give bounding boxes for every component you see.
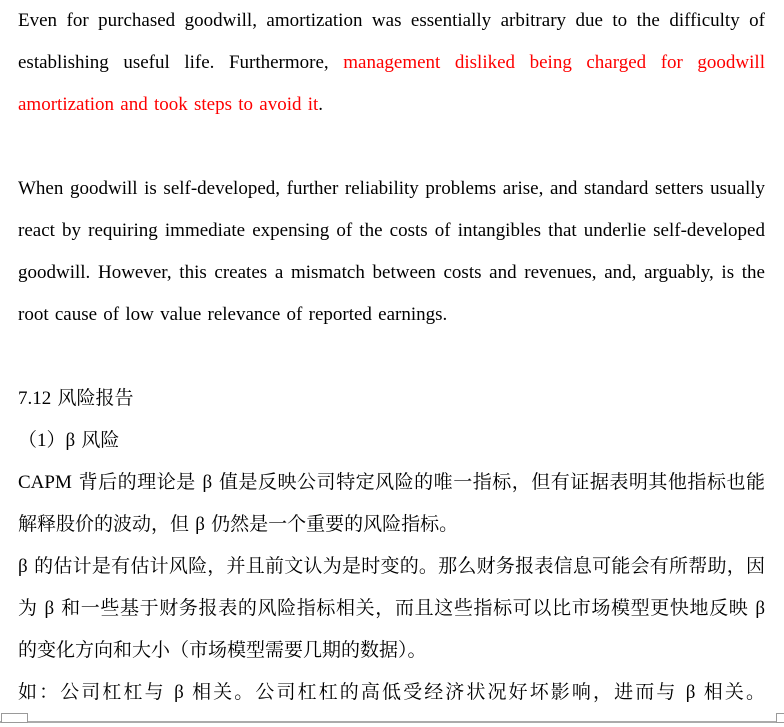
paragraph-beta-estimation: β 的估计是有估计风险，并且前文认为是时变的。那么财务报表信息可能会有所帮助，因为 β 和一些基于财务报表的风险指标相关，而且这些指标可以比市场模型更快地反映 β 的变化方向和大小（市场模型需要几期的数据）。 (18, 556, 765, 661)
paragraph-self-developed-goodwill: When goodwill is self-developed, further reliability problems arise, and standard setters usually react by requiring immediate expensing of the costs of intangibles that underlie self-developed goodwill. However, this creates a mismatch between costs and revenues, and, arguably, is the root cause of low value relevance of reported earnings. (18, 178, 765, 325)
section-heading-risk-report: 7.12 风险报告 (18, 388, 134, 409)
paragraph-goodwill-amortization (18, 0, 765, 126)
table-top-border-line (0, 721, 784, 723)
paragraph-capm-theory: CAPM 背后的理论是 β 值是反映公司特定风险的唯一指标，但有证据表明其他指标也能解释股价的波动，但 β 仍然是一个重要的风险指标。 (18, 472, 765, 535)
table-left-cell-stub (1, 713, 28, 723)
subsection-heading-beta-risk: （1）β 风险 (18, 430, 120, 451)
goodwill-text-red-highlight: management disliked being charged for goodwill amortization and took steps to avoid it (18, 52, 765, 115)
table-right-cell-stub (776, 713, 784, 723)
paragraph-leverage-example: 如：公司杠杠与 β 相关。公司杠杠的高低受经济状况好坏影响，进而与 β 相关。 (18, 682, 765, 703)
goodwill-text-black-tail: . (318, 94, 324, 115)
goodwill-text-black-lead: Even for purchased goodwill, amortization was essentially arbitrary due to the difficulty of establishing useful life. Furthermore, (18, 10, 765, 73)
